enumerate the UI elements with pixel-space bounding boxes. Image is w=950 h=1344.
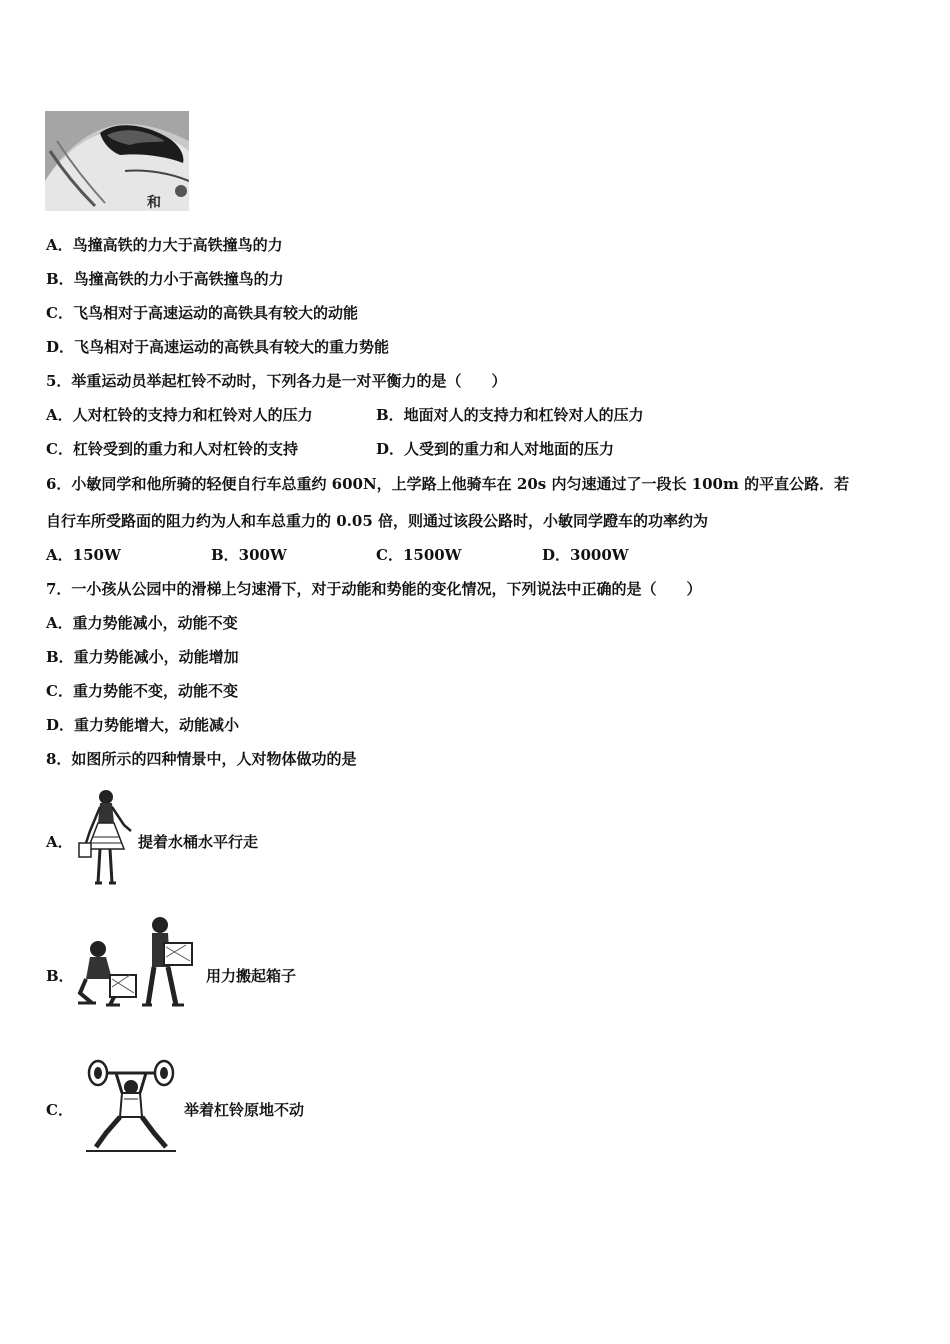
q8-option-c-caption: 举着杠铃原地不动 bbox=[184, 1101, 305, 1119]
q8-stem: 8．如图所示的四种情景中，人对物体做功的是 bbox=[46, 750, 357, 768]
q6-option-c[interactable]: C．1500W bbox=[376, 546, 462, 564]
q8-option-c-letter[interactable]: C． bbox=[46, 1101, 73, 1119]
q4-option-d[interactable]: D．飞鸟相对于高速运动的高铁具有较大的重力势能 bbox=[46, 338, 390, 356]
q6-option-a[interactable]: A．150W bbox=[46, 546, 121, 564]
box-lifting-figure bbox=[72, 917, 204, 1009]
q8-option-a-letter[interactable]: A． bbox=[46, 833, 73, 851]
q8-option-b-letter[interactable]: B． bbox=[46, 967, 74, 985]
q6-stem-line1: 6．小敏同学和他所骑的轻便自行车总重约 600N，上学路上他骑车在 20s 内匀速通过了一段长 100m 的平直公路．若 bbox=[46, 475, 850, 493]
q7-option-b[interactable]: B．重力势能减小，动能增加 bbox=[46, 648, 239, 666]
q5-option-c[interactable]: C．杠铃受到的重力和人对杠铃的支持 bbox=[46, 440, 298, 458]
q6-option-b[interactable]: B．300W bbox=[211, 546, 287, 564]
train-label: 和 bbox=[147, 195, 161, 211]
q4-option-b[interactable]: B．鸟撞高铁的力小于高铁撞鸟的力 bbox=[46, 270, 284, 288]
q5-stem: 5．举重运动员举起杠铃不动时，下列各力是一对平衡力的是（ ） bbox=[46, 372, 507, 390]
q7-option-d[interactable]: D．重力势能增大，动能减小 bbox=[46, 716, 240, 734]
q5-option-b[interactable]: B．地面对人的支持力和杠铃对人的压力 bbox=[376, 406, 644, 424]
q7-option-a[interactable]: A．重力势能减小，动能不变 bbox=[46, 614, 238, 632]
q6-option-d[interactable]: D．3000W bbox=[542, 546, 629, 564]
q8-option-b-caption: 用力搬起箱子 bbox=[206, 967, 297, 985]
train-photo bbox=[45, 111, 189, 211]
q5-option-d[interactable]: D．人受到的重力和人对地面的压力 bbox=[376, 440, 615, 458]
weightlifter-figure bbox=[84, 1059, 180, 1155]
q4-option-a[interactable]: A．鸟撞高铁的力大于高铁撞鸟的力 bbox=[46, 236, 283, 254]
q4-option-c[interactable]: C．飞鸟相对于高速运动的高铁具有较大的动能 bbox=[46, 304, 358, 322]
q7-option-c[interactable]: C．重力势能不变，动能不变 bbox=[46, 682, 238, 700]
bucket-carrier-figure bbox=[76, 787, 136, 889]
q7-stem: 7．一小孩从公园中的滑梯上匀速滑下，对于动能和势能的变化情况，下列说法中正确的是（ ） bbox=[46, 580, 702, 598]
q8-option-a-caption: 提着水桶水平行走 bbox=[138, 833, 259, 851]
q6-stem-line2: 自行车所受路面的阻力约为人和车总重力的 0.05 倍，则通过该段公路时，小敏同学蹬车的功率约为 bbox=[46, 512, 708, 530]
q5-option-a[interactable]: A．人对杠铃的支持力和杠铃对人的压力 bbox=[46, 406, 313, 424]
